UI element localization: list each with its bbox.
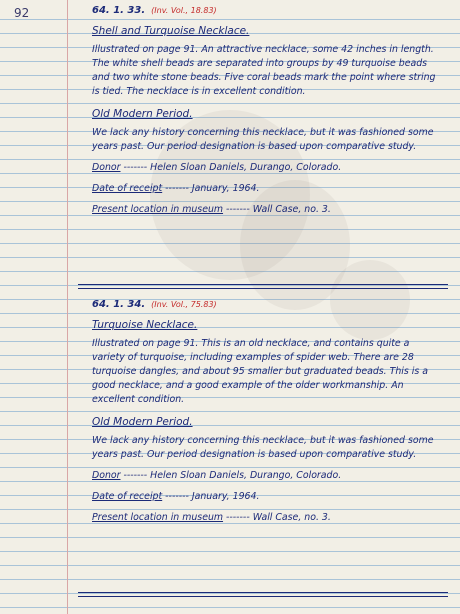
inventory-reference: (Inv. Vol., 75.83) [151, 300, 217, 309]
entry-divider [78, 592, 448, 593]
period-text: We lack any history concerning this necklace, but it was fashioned some years past. Our period designation is based upon comparative study. [92, 127, 434, 152]
catalog-number: 64. 1. 33. [92, 5, 146, 16]
receipt-value: January, 1964. [191, 491, 260, 502]
leader-dots: ------- [165, 491, 189, 502]
donor-value: Helen Sloan Daniels, Durango, Colorado. [150, 162, 342, 173]
item-title: Shell and Turquoise Necklace. [92, 25, 250, 37]
leader-dots: ------- [123, 162, 148, 173]
location-label: Present location in museum [92, 204, 224, 215]
receipt-row [92, 182, 448, 196]
donor-label: Donor [92, 162, 121, 173]
catalog-number: 64. 1. 34. [92, 299, 146, 310]
margin-line [67, 0, 68, 614]
donor-label: Donor [92, 470, 121, 481]
period-heading: Old Modern Period. [92, 108, 193, 120]
receipt-label: Date of receipt [92, 491, 163, 502]
item-title: Turquoise Necklace. [92, 319, 198, 331]
entry-divider [78, 596, 448, 597]
inventory-reference: (Inv. Vol., 18.83) [151, 6, 217, 15]
receipt-row [92, 490, 448, 504]
leader-dots: ------- [165, 183, 189, 194]
location-row [92, 203, 448, 217]
location-value: Wall Case, no. 3. [252, 204, 331, 215]
page-number: 92 [14, 6, 30, 20]
entry-divider [78, 288, 448, 289]
leader-dots: ------- [226, 204, 250, 215]
entry-divider [78, 284, 448, 285]
catalog-header [92, 298, 448, 312]
period-text: We lack any history concerning this necklace, but it was fashioned some years past. Our period designation is based upon comparative study. [92, 435, 434, 460]
donor-row [92, 469, 448, 483]
donor-row [92, 161, 448, 175]
catalog-entry [92, 298, 448, 525]
catalog-entry [92, 4, 448, 217]
item-description: Illustrated on page 91. This is an old necklace, and contains quite a variety of turquoise, including examples of spider web. There are 28 turquoise dangles, and about 95 smaller but graduated beads. This is a good necklace, and a good example of the older workmanship. An excellent condition. [92, 338, 428, 405]
receipt-label: Date of receipt [92, 183, 163, 194]
receipt-value: January, 1964. [191, 183, 260, 194]
location-label: Present location in museum [92, 512, 224, 523]
period-heading: Old Modern Period. [92, 416, 193, 428]
item-description: Illustrated on page 91. An attractive necklace, some 42 inches in length. The white shell beads are separated into groups by 49 turquoise beads and two white stone beads. Five coral beads mark the point where string is tied. The necklace is in excellent condition. [92, 44, 436, 97]
location-row [92, 511, 448, 525]
leader-dots: ------- [123, 470, 148, 481]
catalog-header [92, 4, 448, 18]
leader-dots: ------- [226, 512, 250, 523]
donor-value: Helen Sloan Daniels, Durango, Colorado. [150, 470, 342, 481]
location-value: Wall Case, no. 3. [252, 512, 331, 523]
